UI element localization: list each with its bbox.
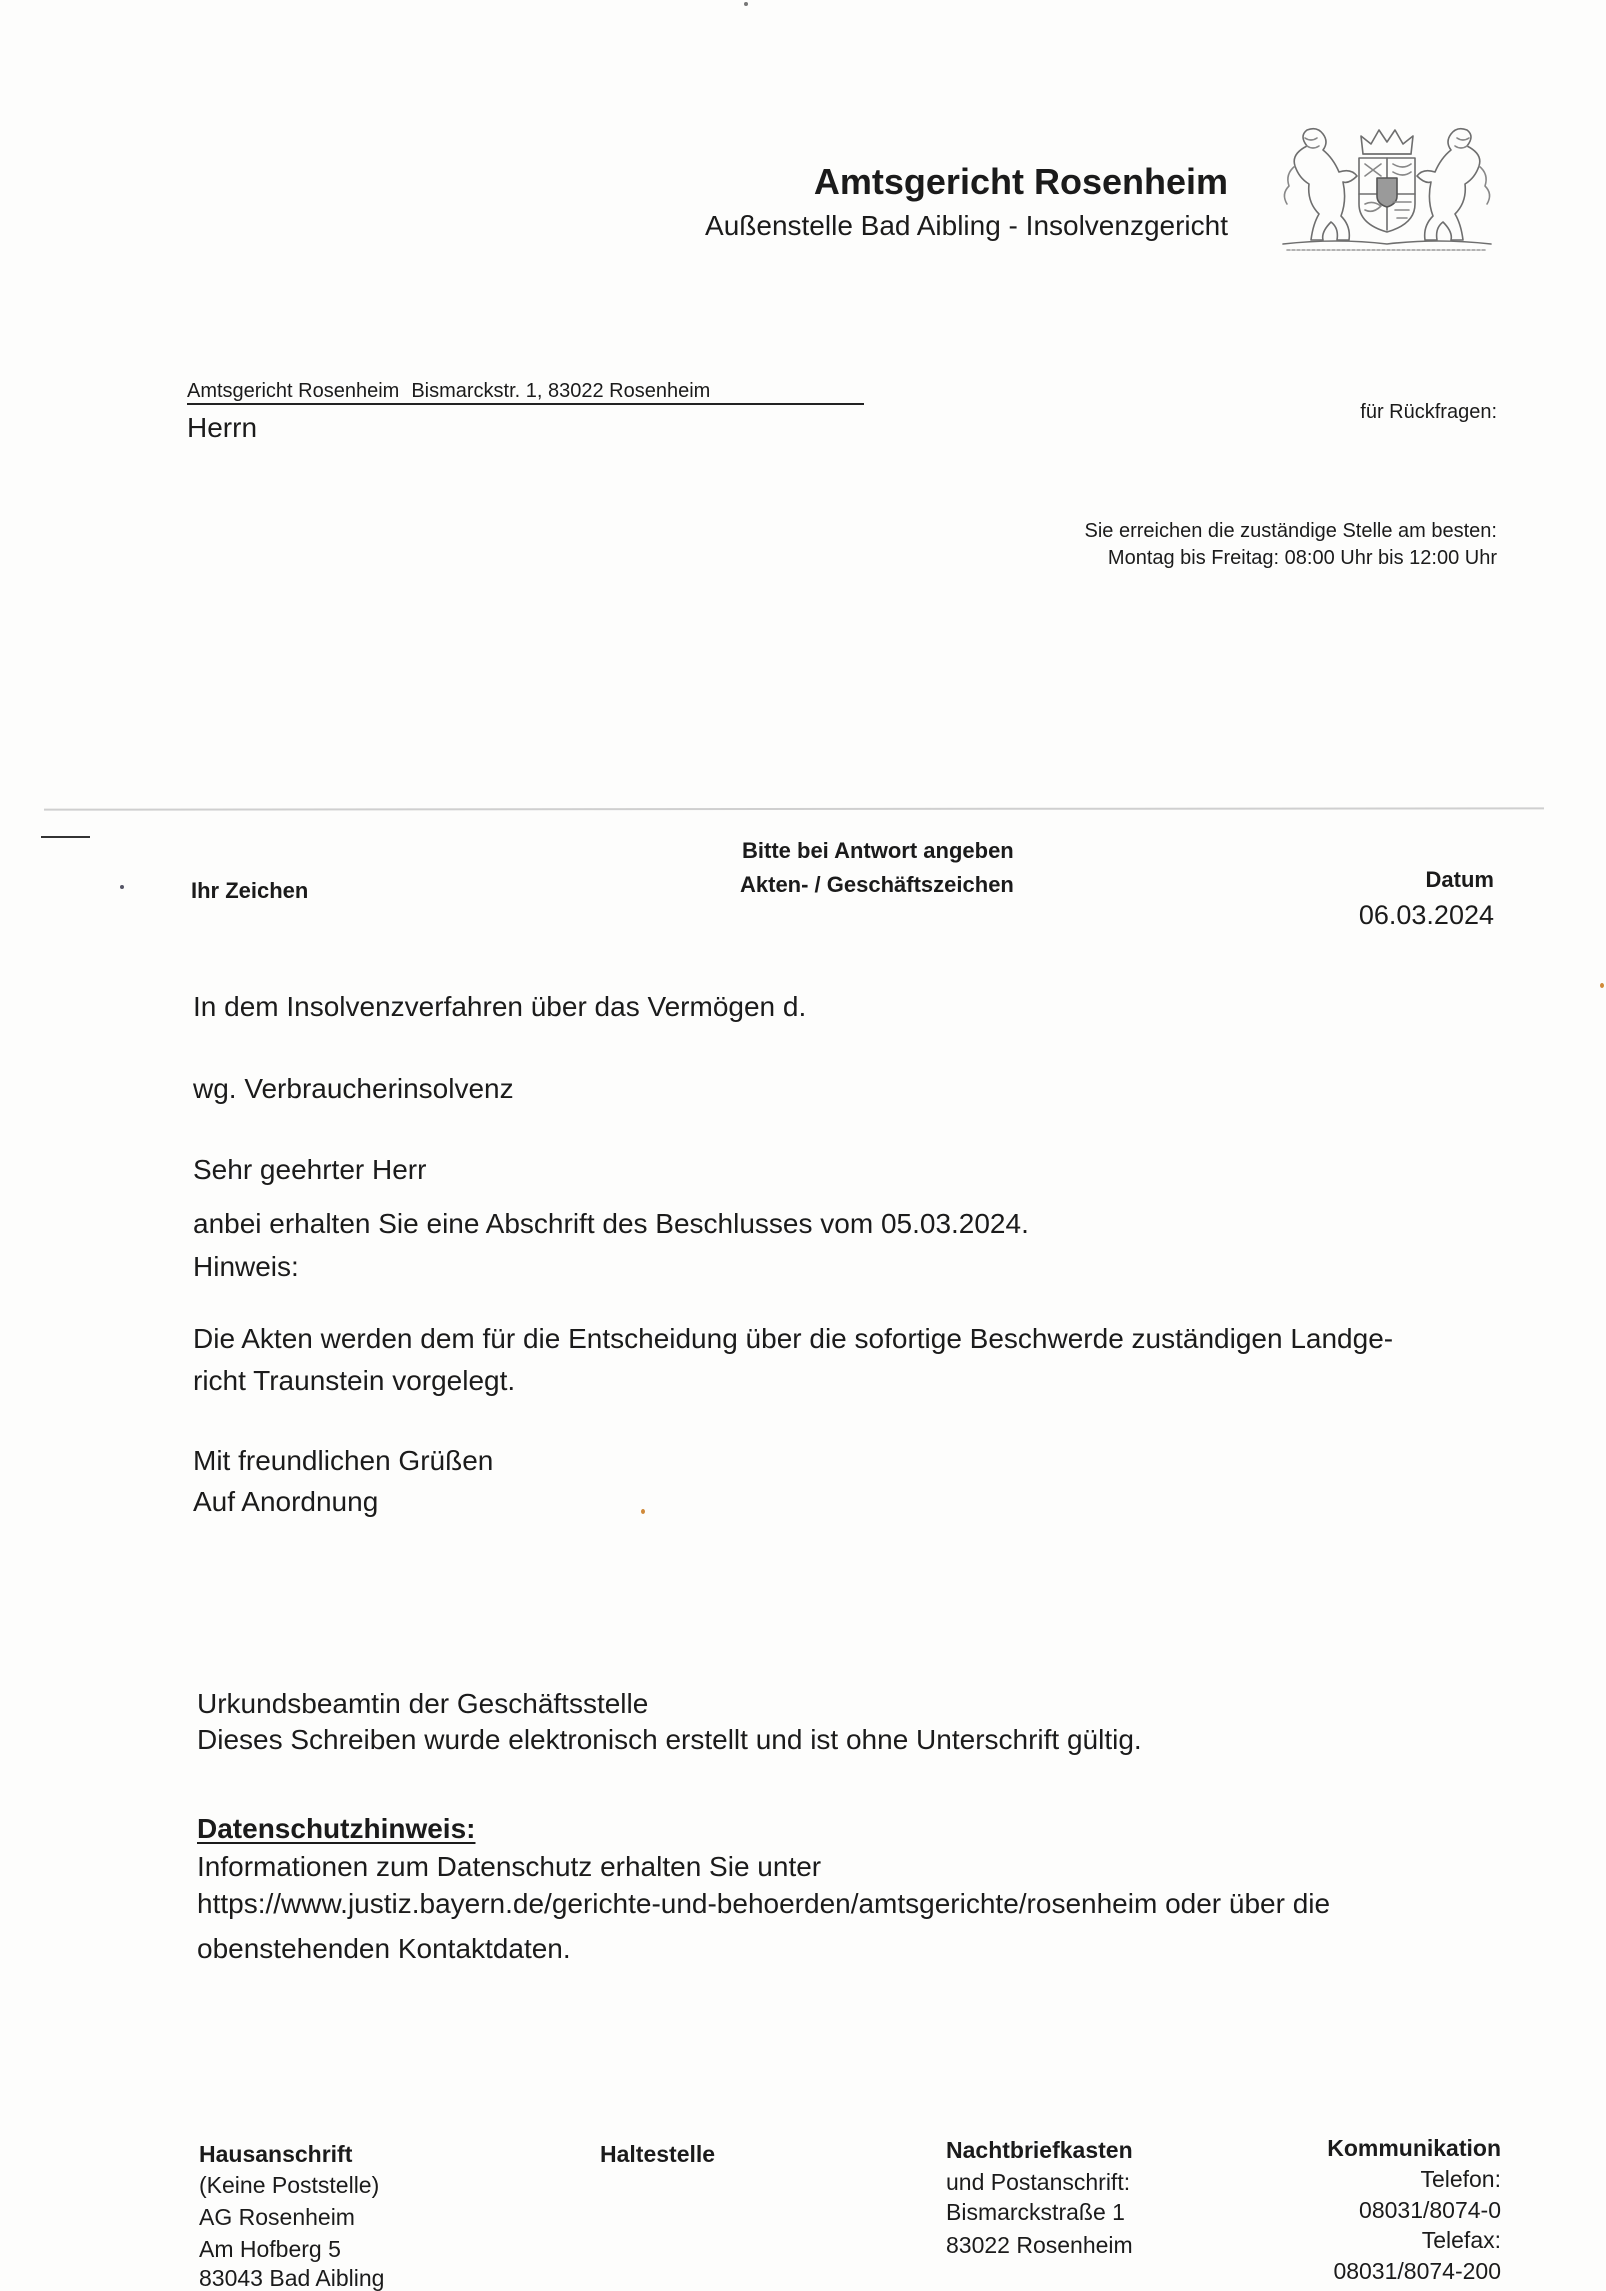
sender-street: Bismarckstr. 1, 83022 Rosenheim	[411, 380, 711, 402]
footer-heading: Kommunikation	[1327, 2135, 1501, 2161]
footer-heading: Nachtbriefkasten	[946, 2137, 1133, 2163]
court-branch: Außenstelle Bad Aibling - Insolvenzgericht	[705, 210, 1228, 241]
privacy-heading: Datenschutzhinweis:	[197, 1813, 476, 1844]
reply-note: Bitte bei Antwort angeben	[742, 838, 1014, 863]
footer-line: (Keine Poststelle)	[199, 2172, 380, 2198]
footer-line: Telefon:	[1420, 2166, 1501, 2192]
scan-speck	[744, 2, 748, 6]
date-label: Datum	[1425, 867, 1494, 892]
case-type: wg. Verbraucherinsolvenz	[193, 1073, 514, 1104]
privacy-url-line: https://www.justiz.bayern.de/gerichte-und-behoerden/amtsgerichte/rosenheim oder über die	[197, 1888, 1331, 1919]
your-reference-label: Ihr Zeichen	[191, 878, 309, 903]
note-label: Hinweis:	[193, 1251, 299, 1282]
closing-authority: Auf Anordnung	[193, 1486, 379, 1517]
body-paragraph: richt Traunstein vorgelegt.	[193, 1365, 516, 1396]
footer-line: Am Hofberg 5	[199, 2236, 341, 2262]
letter-date: 06.03.2024	[1358, 900, 1494, 930]
body-paragraph: anbei erhalten Sie eine Abschrift des Beschlusses vom 05.03.2024.	[193, 1208, 1029, 1239]
body-paragraph: Die Akten werden dem für die Entscheidung über die sofortige Beschwerde zuständigen Landge-	[193, 1323, 1394, 1354]
scan-speck	[1600, 983, 1604, 988]
electronic-signature-note: Dieses Schreiben wurde elektronisch erstellt und ist ohne Unterschrift gültig.	[197, 1724, 1142, 1755]
office-hours: Montag bis Freitag: 08:00 Uhr bis 12:00 Uhr	[1107, 547, 1497, 569]
coat-of-arms-icon	[1277, 124, 1497, 256]
clerk-title: Urkundsbeamtin der Geschäftsstelle	[197, 1688, 649, 1719]
footer-line: 83043 Bad Aibling	[199, 2265, 385, 2291]
closing: Mit freundlichen Grüßen	[193, 1445, 494, 1476]
footer-line: 83022 Rosenheim	[946, 2232, 1133, 2258]
footer-line: AG Rosenheim	[199, 2204, 355, 2230]
fold-line	[44, 807, 1544, 810]
crown-shape	[1361, 130, 1413, 154]
sender-return-address	[187, 381, 710, 401]
left-lion-shape	[1294, 129, 1357, 240]
footer-line: Telefax:	[1421, 2227, 1501, 2253]
queries-label: für Rückfragen:	[1360, 401, 1497, 423]
recipient-line: Herrn	[187, 412, 258, 443]
footer-line: und Postanschrift:	[946, 2169, 1131, 2195]
scan-speck	[120, 885, 124, 889]
case-line: In dem Insolvenzverfahren über das Vermögen d.	[193, 991, 807, 1022]
sender-underline	[187, 403, 864, 405]
emblem-base	[1283, 241, 1491, 244]
file-reference-label: Akten- / Geschäftszeichen	[740, 872, 1014, 897]
footer-heading: Haltestelle	[600, 2141, 716, 2167]
footer-line: 08031/8074-200	[1333, 2258, 1501, 2284]
salutation: Sehr geehrter Herr	[193, 1154, 427, 1185]
sender-name: Amtsgericht Rosenheim	[187, 380, 400, 402]
privacy-text: Informationen zum Datenschutz erhalten Sie unter	[197, 1851, 822, 1882]
privacy-text: obenstehenden Kontaktdaten.	[197, 1933, 571, 1964]
footer-line: Bismarckstraße 1	[946, 2199, 1125, 2225]
footer-heading: Hausanschrift	[199, 2141, 353, 2167]
office-hours-intro: Sie erreichen die zuständige Stelle am besten:	[1084, 520, 1497, 542]
scan-speck	[641, 1509, 645, 1514]
right-lion-shape	[1417, 129, 1480, 240]
fold-mark	[41, 836, 90, 838]
footer-line: 08031/8074-0	[1359, 2197, 1501, 2223]
court-name: Amtsgericht Rosenheim	[813, 161, 1228, 202]
